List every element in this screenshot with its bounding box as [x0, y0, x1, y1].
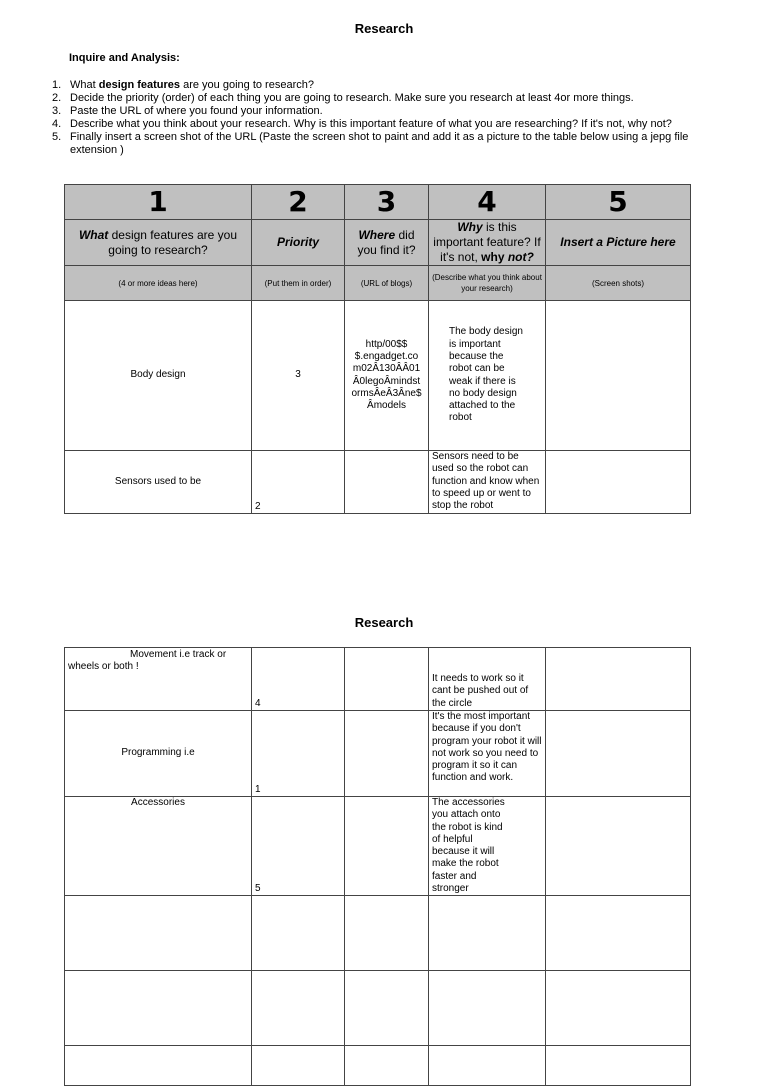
url-cell — [345, 797, 429, 896]
picture-cell[interactable] — [546, 711, 691, 797]
table-row — [65, 451, 691, 514]
why-text: The accessories you attach onto the robot is kind of helpful because it will make the robot faster and stronger — [432, 797, 505, 895]
feature-cell: Programming i.e — [65, 711, 252, 797]
why-text: The body design is important because the robot can be weak if there is no body design attached to the robot — [449, 326, 523, 424]
instruction-list — [52, 79, 692, 157]
picture-cell[interactable] — [546, 1046, 691, 1086]
header-where: Where did you find it? — [345, 220, 429, 266]
priority-cell: 4 — [252, 648, 345, 711]
instruction-text: Describe what you think about your research. Why is this important feature of what you are researching? If it's not, why not? — [70, 118, 672, 130]
instruction-item — [52, 79, 692, 92]
url-cell[interactable] — [345, 971, 429, 1046]
instruction-number: 1. — [52, 79, 62, 91]
instruction-number: 5. — [52, 131, 62, 143]
subheader-cell: (URL of blogs) — [345, 266, 429, 301]
instruction-text: Finally insert a screen shot of the URL (Paste the screen shot to paint and add it as a picture to the table below using a jepg file extension ) — [70, 131, 689, 156]
url-cell[interactable] — [345, 1046, 429, 1086]
header-design-features: What design features are you going to research? — [65, 220, 252, 266]
instruction-text: Decide the priority (order) of each thing you are going to research. Make sure you research at least 4or more things. — [70, 92, 634, 104]
picture-cell[interactable] — [546, 301, 691, 451]
priority-cell[interactable] — [252, 971, 345, 1046]
url-cell — [345, 451, 429, 514]
feature-cell: Sensors used to be — [65, 451, 252, 514]
table-row-empty — [65, 971, 691, 1046]
table-row-empty — [65, 1046, 691, 1086]
why-cell: It's the most important because if you don't program your robot it will not work so you need to program it so it can function and work. — [429, 711, 546, 797]
column-number: 4 — [429, 185, 546, 220]
why-cell[interactable] — [429, 1046, 546, 1086]
instruction-number: 4. — [52, 118, 62, 130]
page-title: Research — [354, 615, 414, 630]
header-why: Why is this important feature? If it's not, why not? — [429, 220, 546, 266]
url-cell[interactable] — [345, 896, 429, 971]
feature-cell[interactable] — [65, 1046, 252, 1086]
instruction-number: 3. — [52, 105, 62, 117]
page-title: Research — [354, 21, 414, 36]
research-table — [64, 184, 691, 514]
column-number: 1 — [65, 185, 252, 220]
why-cell: It needs to work so it cant be pushed out of the circle — [429, 648, 546, 711]
why-cell: Sensors need to be used so the robot can function and know when to speed up or went to stop the robot — [429, 451, 546, 514]
instruction-number: 2. — [52, 92, 62, 104]
table-row — [65, 648, 691, 711]
table-row-empty — [65, 896, 691, 971]
picture-cell[interactable] — [546, 896, 691, 971]
picture-cell[interactable] — [546, 797, 691, 896]
feature-cell: Body design — [65, 301, 252, 451]
url-cell — [345, 648, 429, 711]
instruction-item — [52, 105, 692, 118]
subheader-cell: (Describe what you think about your research) — [429, 266, 546, 301]
why-cell — [429, 797, 546, 896]
column-number-row — [65, 185, 691, 220]
subheader-cell: (Put them in order) — [252, 266, 345, 301]
instruction-item — [52, 131, 692, 157]
priority-cell[interactable] — [252, 1046, 345, 1086]
why-cell — [429, 301, 546, 451]
picture-cell[interactable] — [546, 451, 691, 514]
why-cell[interactable] — [429, 971, 546, 1046]
feature-cell: Movement i.e track or wheels or both ! — [65, 648, 252, 711]
table-row — [65, 711, 691, 797]
url-cell — [345, 711, 429, 797]
instruction-text: What design features are you going to research? — [70, 79, 314, 91]
column-number: 2 — [252, 185, 345, 220]
priority-cell: 3 — [252, 301, 345, 451]
priority-cell[interactable] — [252, 896, 345, 971]
table-row — [65, 301, 691, 451]
priority-cell: 5 — [252, 797, 345, 896]
why-cell[interactable] — [429, 896, 546, 971]
feature-cell: Accessories — [65, 797, 252, 896]
research-table-continued — [64, 647, 691, 1086]
column-number: 5 — [546, 185, 691, 220]
url-cell: http/00$$ $.engadget.co m02Â130ÂÂ01 Â0legoÂmindst ormsÂeÂ3Âne$ Âmodels — [345, 301, 429, 451]
table-row — [65, 797, 691, 896]
header-insert-picture: Insert a Picture here — [546, 220, 691, 266]
priority-cell: 2 — [252, 451, 345, 514]
picture-cell[interactable] — [546, 648, 691, 711]
feature-cell[interactable] — [65, 896, 252, 971]
subheader-row — [65, 266, 691, 301]
priority-cell: 1 — [252, 711, 345, 797]
subheader-cell: (4 or more ideas here) — [65, 266, 252, 301]
header-priority: Priority — [252, 220, 345, 266]
column-number: 3 — [345, 185, 429, 220]
instruction-item — [52, 92, 692, 105]
subheader-cell: (Screen shots) — [546, 266, 691, 301]
instruction-item — [52, 118, 692, 131]
instruction-text: Paste the URL of where you found your information. — [70, 105, 323, 117]
picture-cell[interactable] — [546, 971, 691, 1046]
feature-cell[interactable] — [65, 971, 252, 1046]
section-subheading: Inquire and Analysis: — [69, 52, 180, 64]
column-header-row — [65, 220, 691, 266]
